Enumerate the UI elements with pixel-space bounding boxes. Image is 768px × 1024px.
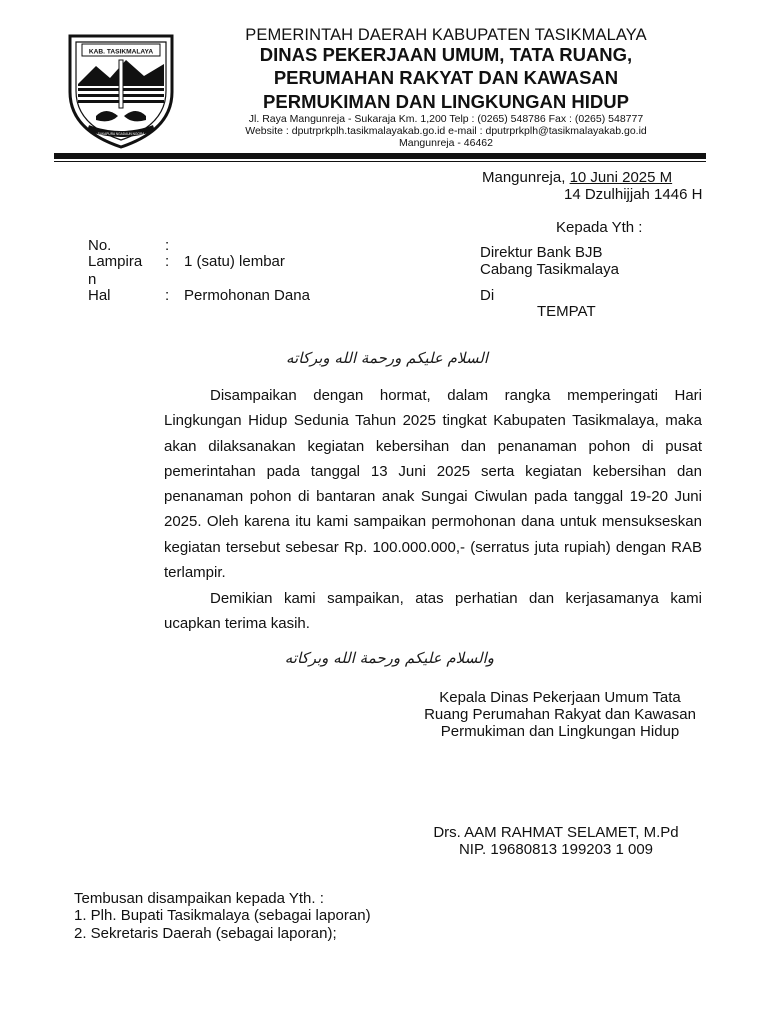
- logo-title-text: KAB. TASIKMALAYA: [88, 48, 154, 56]
- body-paragraph-2: Demikian kami sampaikan, atas perhatian dan kerjasamanya kami ucapkan terima kasih.: [164, 590, 702, 633]
- signatory-title-line-1: Kepala Dinas Pekerjaan Umum Tata: [439, 689, 681, 706]
- cc-list-item: 1. Plh. Bupati Tasikmalaya (sebagai laporan): [74, 907, 371, 924]
- body-paragraph-1: Disampaikan dengan hormat, dalam rangka memperingati Hari Lingkungan Hidup Sedunia Tahun 2025 tingkat Kabupaten Tasikmalaya, maka akan dilaksanakan kegiatan kebersihan dan penanaman pohon di pusat pemerintahan pada tanggal 13 Juni 2025 serta kegiatan kebersihan dan penanaman pohon di bantaran anak Sungai Ciwulan pada tanggal 19-20 Juni 2025. Oleh karena itu kami sampaikan permohonan dana untuk mensukseskan kegiatan tersebut sebesar Rp. 100.000.000,- (serratus juta rupiah) dengan RAB terlampir.: [164, 387, 702, 582]
- department-name-line-3: PERMUKIMAN DAN LINGKUNGAN HIDUP: [263, 91, 629, 112]
- government-name: PEMERINTAH DAERAH KABUPATEN TASIKMALAYA: [245, 26, 647, 44]
- cc-heading: Tembusan disampaikan kepada Yth. :: [74, 890, 324, 907]
- subject-colon: :: [165, 287, 170, 304]
- number-colon: :: [165, 237, 170, 254]
- attachment-value: 1 (satu) lembar: [184, 253, 285, 270]
- tasikmalaya-regency-logo: [66, 30, 176, 150]
- signatory-title-line-2: Ruang Perumahan Rakyat dan Kawasan: [424, 706, 696, 723]
- subject-value: Permohonan Dana: [184, 287, 310, 304]
- date-gregorian: 10 Juni 2025 M: [569, 169, 673, 186]
- recipient-place: TEMPAT: [537, 303, 596, 320]
- office-address: Jl. Raya Mangunreja - Sukaraja Km. 1,200 Telp : (0265) 548786 Fax : (0265) 548777: [248, 113, 644, 125]
- office-website-email: Website : dputrprkplh.tasikmalayakab.go.id e-mail : dputrprkplh@tasikmalayakab.go.id: [245, 125, 647, 137]
- recipient-di: Di: [480, 287, 495, 304]
- date-place: Mangunreja,: [482, 169, 566, 186]
- attachment-label-part-2: n: [88, 271, 97, 288]
- opening-greeting-arabic: السلام عليكم ورحمة الله وبركاته: [286, 349, 488, 367]
- logo-motto-text: SUKAPURA NGADAUN NGORA: [97, 132, 145, 136]
- letterhead-rule-thick: [54, 153, 706, 159]
- number-label: No.: [88, 237, 112, 254]
- date-hijri: 14 Dzulhijjah 1446 H: [564, 186, 703, 203]
- attachment-label-part-1: Lampira: [88, 253, 143, 270]
- attachment-colon: :: [165, 253, 170, 270]
- office-city-postal: Mangunreja - 46462: [399, 137, 493, 149]
- letterhead-rule-thin: [54, 161, 706, 162]
- recipient-branch: Cabang Tasikmalaya: [480, 261, 619, 278]
- closing-greeting-arabic: والسلام عليكم ورحمة الله وبركاته: [284, 649, 494, 667]
- signatory-name: Drs. AAM RAHMAT SELAMET, M.Pd: [433, 824, 679, 841]
- signatory-title-line-3: Permukiman dan Lingkungan Hidup: [440, 723, 680, 740]
- department-name-line-1: DINAS PEKERJAAN UMUM, TATA RUANG,: [259, 44, 633, 65]
- signatory-nip: NIP. 19680813 199203 1 009: [458, 841, 654, 858]
- cc-list-item: 2. Sekretaris Daerah (sebagai laporan);: [74, 925, 337, 942]
- subject-label: Hal: [88, 287, 111, 304]
- recipient-salutation: Kepada Yth :: [556, 219, 643, 236]
- department-name-line-2: PERUMAHAN RAKYAT DAN KAWASAN: [273, 67, 619, 88]
- letter-date: [482, 169, 672, 187]
- recipient-name: Direktur Bank BJB: [480, 244, 603, 261]
